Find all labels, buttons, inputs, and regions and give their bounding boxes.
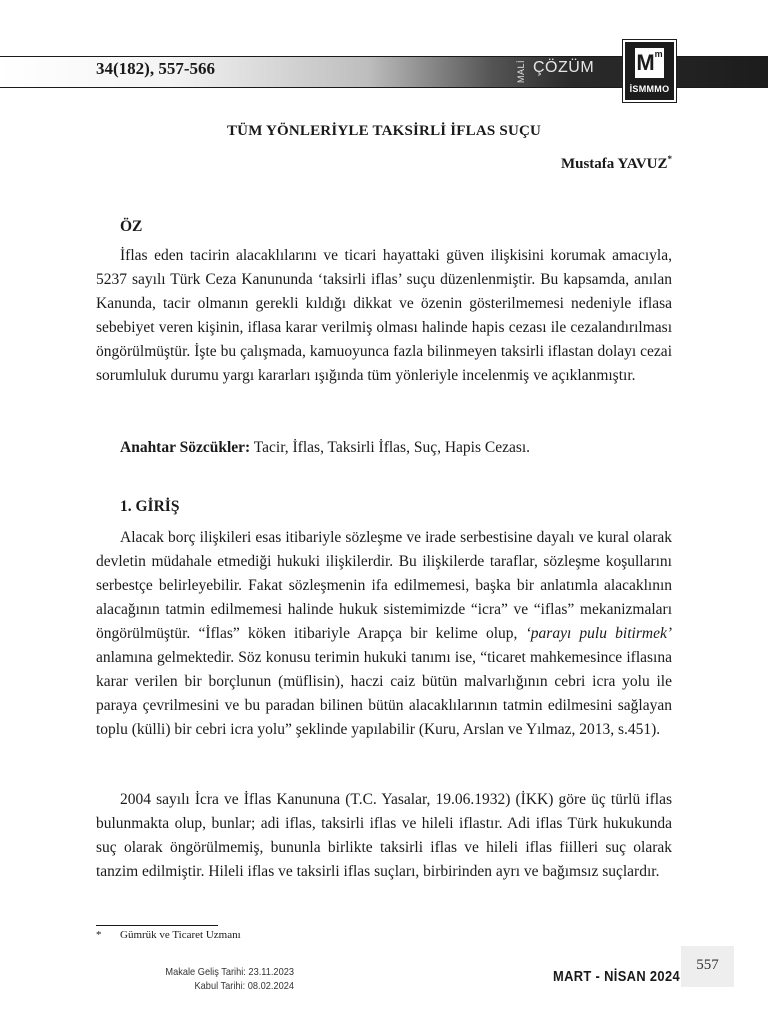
volume-info: 34(182), 557-566 xyxy=(96,59,215,78)
footnote-mark: * xyxy=(96,929,102,941)
intro-paragraph-2: 2004 sayılı İcra ve İflas Kanununa (T.C. Yasalar, 19.06.1932) (İKK) göre üç türlü iflas bulunmakta olup, bunlar; adi iflas, taksirli iflas ve hileli iflastır. Adi iflas Türk hukukunda suç olarak öngörülmemiş, bununla birlikte taksirli iflas ve hileli iflas fiilleri suç olarak tanzim edilmiştir. Hileli iflas ve taksirli iflas suçları, birbirinden ayrı ve bağımsız suçlardır. xyxy=(96,791,672,880)
intro-p1-part1: Alacak borç ilişkileri esas itibariyle sözleşme ve irade serbestisine dayalı ve kural olarak devletin müdahale etmediği hukuki ilişkilerdir. Bu ilişkilerde taraflar, sözleşme koşullarını serbestçe belirleyebilir. Fakat sözleşmenin ifa edilmemesi, başka bir anlatımla alacaklının alacağının tatmin edilmemesi halinde hukuk sistemimizde “icra” ve “iflas” mekanizmaları öngörülmüştür. “İflas” köken itibariyle Arapça bir kelime olup, xyxy=(96,529,672,642)
abstract-text: İflas eden tacirin alacaklılarını ve ticari hayattaki güven ilişkisini korumak amacıyla, 5237 sayılı Türk Ceza Kanununda ‘taksirli iflas’ suçu düzenlenmiştir. Bu kapsamda, anılan Kanunda, tacir olmanın gerekli kıldığı dikkat ve özenin gösterilmemesi nedeniyle iflasa sebebiyet veren kişinin, iflasa karar verilmiş olması halinde hapis cezası ile cezalandırılması öngörülmüştür. İşte bu çalışmada, kamuoyunca fazla bilinmeyen taksirli iflastan dolayı cezai sorumluluk durumu yargı kararları ışığında tüm yönleriyle incelenmiş ve açıklanmıştır. xyxy=(96,247,672,384)
article-author xyxy=(561,154,672,173)
section-heading: 1. GİRİŞ xyxy=(120,498,180,515)
intro-p1-emphasis: ‘parayı pulu bitirmek’ xyxy=(525,625,672,642)
keywords-list: Tacir, İflas, Taksirli İflas, Suç, Hapis Cezası. xyxy=(253,439,531,456)
intro-p1-part2: anlamına gelmektedir. Söz konusu terimin hukuki tanımı ise, “ticaret mahkemesince iflasına karar verilen bir borçlunun (müflisin), haczi caiz bütün malvarlığının cebri icra yolu ile paraya çevrilmesini ve bu paradan bilinen bütün alacaklılarının tatmin edilmesini sağlayan toplu (külli) bir cebri icra yolu” şeklinde yapılabilir (Kuru, Arslan ve Yılmaz, 2013, s.451). xyxy=(96,649,672,738)
journal-prefix: MALİ xyxy=(516,59,526,83)
keywords-label: Anahtar Sözcükler: xyxy=(120,439,251,456)
footnote xyxy=(96,929,241,941)
author-name: Mustafa YAVUZ xyxy=(560,156,668,172)
footnote-divider xyxy=(96,925,218,926)
logo-text: İSMMMO xyxy=(629,84,670,94)
ismmmo-logo xyxy=(623,40,676,102)
logo-mark xyxy=(635,48,664,78)
article-title: TÜM YÖNLERİYLE TAKSİRLİ İFLAS SUÇU xyxy=(226,123,542,139)
footnote-text: Gümrük ve Ticaret Uzmanı xyxy=(120,929,241,941)
intro-paragraph-1 xyxy=(96,526,672,742)
logo-letter: M xyxy=(636,50,655,75)
keywords-line xyxy=(120,436,530,460)
journal-name: ÇÖZÜM xyxy=(533,59,595,76)
page-number: 557 xyxy=(696,957,719,973)
logo-superscript: m xyxy=(654,49,663,59)
issue-label: MART - NİSAN 2024 xyxy=(553,968,680,985)
author-footnote-mark: * xyxy=(667,154,672,164)
accepted-date: Kabul Tarihi: 08.02.2024 xyxy=(194,980,294,992)
received-date: Makale Geliş Tarihi: 23.11.2023 xyxy=(165,966,294,978)
article-dates xyxy=(141,965,294,993)
abstract-heading: ÖZ xyxy=(120,218,143,235)
